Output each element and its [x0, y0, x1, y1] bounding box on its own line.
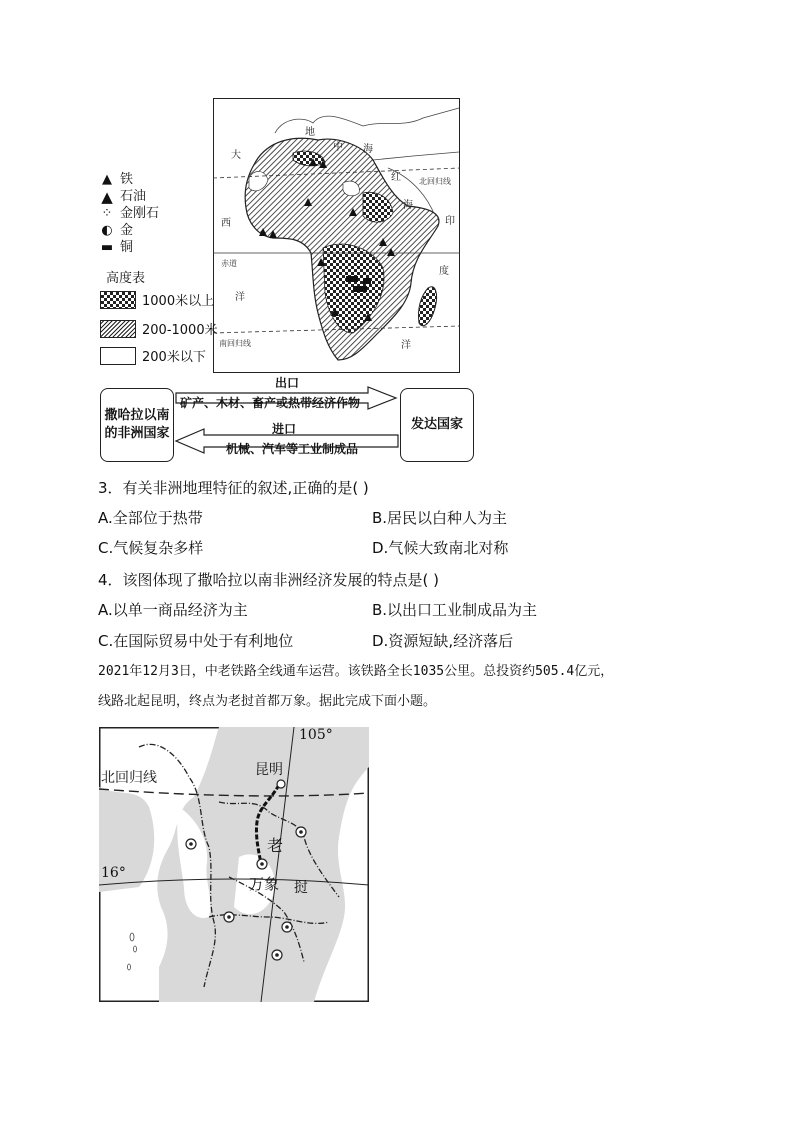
tropic-cancer-label: 北回归线 [101, 770, 157, 786]
iron-icon: ▲ [102, 172, 112, 187]
label-tropic-capricorn: 南回归线 [219, 339, 251, 348]
diamond-icon: ⁘ [101, 206, 113, 221]
kunming-label: 昆明 [255, 762, 283, 778]
laos-map [99, 727, 369, 1002]
hatch-swatch-icon [100, 320, 136, 338]
sub-saharan-box: 撒哈拉以南的非洲国家 [100, 388, 174, 462]
question-4-option-a[interactable]: A.以单一商品经济为主 [98, 601, 248, 619]
legend-below-200: 200米以下 [100, 346, 206, 365]
legend-copper: ▬ 铜 [100, 240, 134, 255]
altitude-title: 高度表 [106, 271, 146, 286]
question-3-option-b[interactable]: B.居民以白种人为主 [372, 509, 508, 527]
import-goods: 机械、汽车等工业制成品 [226, 442, 359, 456]
question-3-option-d[interactable]: D.气候大致南北对称 [372, 539, 509, 557]
africa-map [213, 98, 460, 373]
legend-200-1000: 200-1000米 [100, 319, 218, 338]
export-goods: 矿产、木材、畜产或热带经济作物 [180, 396, 361, 410]
label-hai2: 海 [403, 200, 413, 211]
question-3-option-c[interactable]: C.气候复杂多样 [98, 539, 204, 557]
legend-diamond: ⁘ 金刚石 [101, 206, 160, 221]
vientiane-label: 万象 [249, 875, 280, 893]
label-hong: 红 [391, 172, 401, 183]
label-da: 大 [231, 150, 241, 161]
question-3-option-a[interactable]: A.全部位于热带 [98, 509, 203, 527]
legend-gold: ◐ 金 [101, 223, 134, 238]
question-3-stem: 3．有关非洲地理特征的叙述,正确的是( ) [98, 479, 369, 497]
label-di: 地 [305, 127, 315, 138]
label-equator: 赤道 [221, 259, 237, 268]
question-4-option-c[interactable]: C.在国际贸易中处于有利地位 [98, 632, 294, 650]
label-zhong: 中 [333, 142, 343, 153]
legend-iron: ▲ 铁 [102, 172, 134, 187]
longitude-label: 105° [299, 727, 333, 743]
passage-line-2: 线路北起昆明，终点为老挝首都万象。据此完成下面小题。 [98, 694, 437, 709]
question-4-option-d[interactable]: D.资源短缺,经济落后 [372, 632, 514, 650]
label-hai: 海 [363, 144, 373, 155]
question-4-stem: 4．该图体现了撒哈拉以南非洲经济发展的特点是( ) [98, 571, 440, 589]
label-yin: 印 [445, 216, 455, 227]
import-title: 进口 [272, 422, 297, 436]
oil-icon: ▲ [101, 188, 113, 206]
export-title: 出口 [275, 376, 300, 390]
laos-label: 老 [267, 836, 284, 855]
legend-oil: ▲ 石油 [101, 188, 147, 206]
latitude-label: 16° [101, 865, 126, 881]
wo-label: 挝 [294, 880, 308, 896]
developed-countries-box: 发达国家 [400, 388, 474, 462]
label-xi: 西 [221, 218, 231, 229]
label-yang2: 洋 [401, 340, 411, 351]
passage-line-1: 2021年12月3日，中老铁路全线通车运营。该铁路全长1035公里。总投资约505.4亿元， [98, 664, 614, 679]
label-yang: 洋 [235, 292, 245, 303]
label-du: 度 [439, 266, 449, 277]
copper-icon: ▬ [100, 240, 114, 255]
checker-swatch-icon [100, 291, 136, 309]
white-swatch-icon [100, 347, 136, 365]
gold-icon: ◐ [101, 223, 113, 238]
legend-above-1000: 1000米以上 [100, 290, 214, 309]
question-4-option-b[interactable]: B.以出口工业制成品为主 [372, 601, 538, 619]
kunming-marker [277, 780, 285, 788]
label-tropic-cancer: 北回归线 [419, 177, 451, 186]
